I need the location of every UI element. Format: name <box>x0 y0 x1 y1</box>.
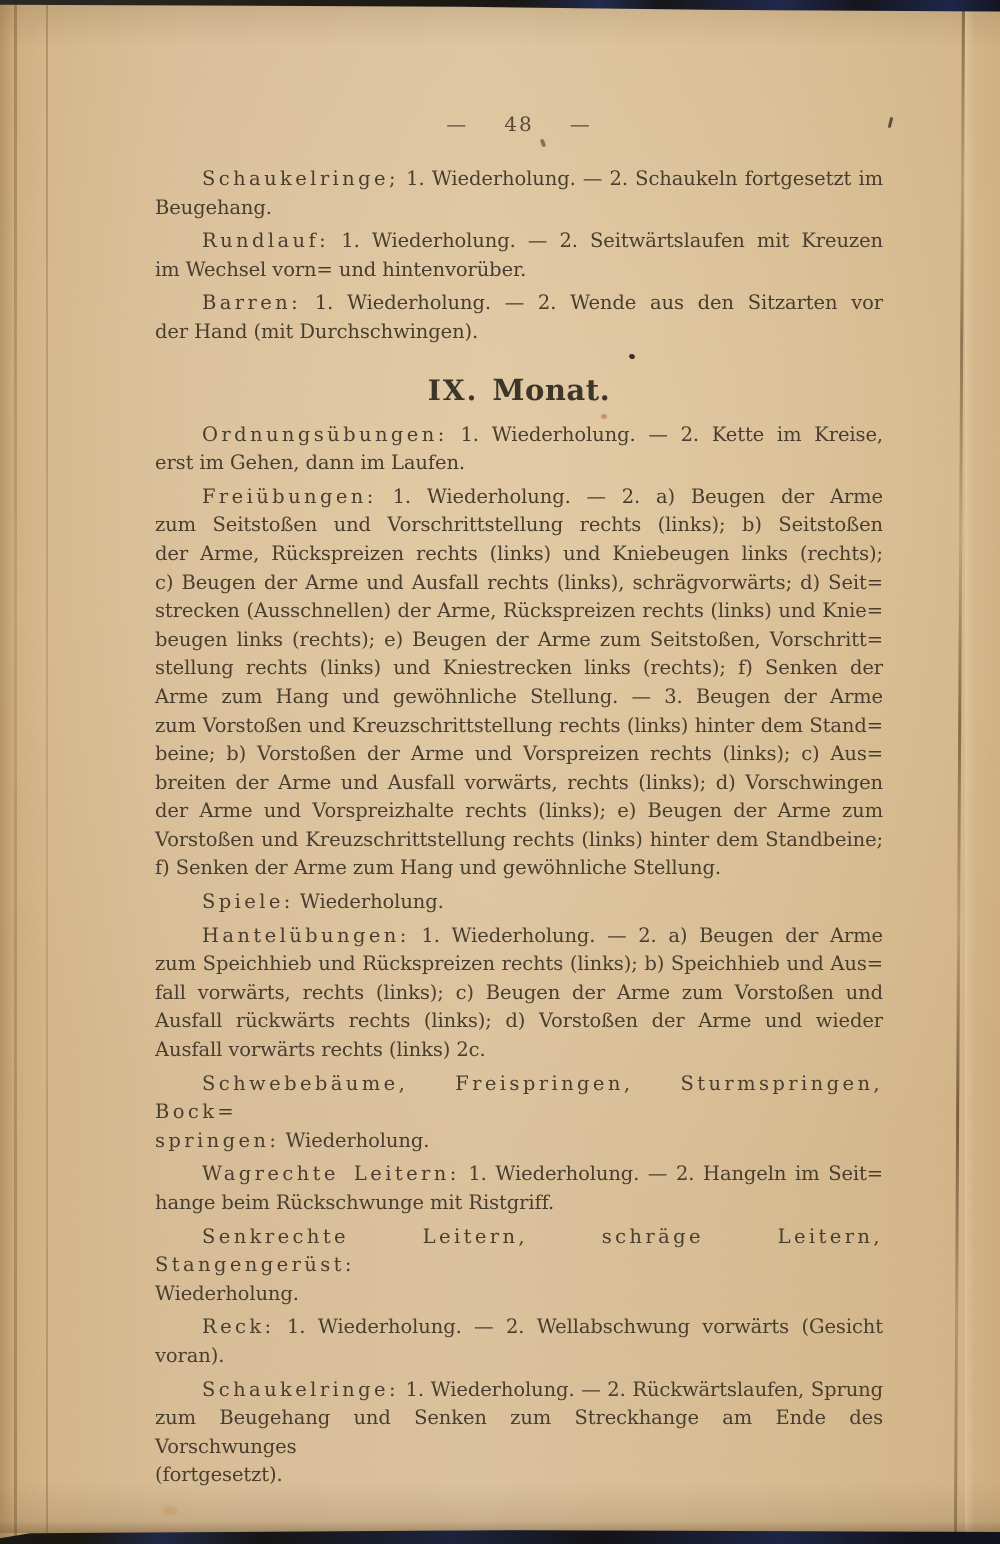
text-segment: zum Speichhieb und Rückspreizen rechts (links); b) Speichhieb und Aus= <box>155 952 883 976</box>
text-segment: zum Vorstoßen und Kreuzschrittstellung rechts (links) hinter dem Stand= <box>155 713 883 737</box>
text-segment: 1. Wiederholung. — 2. Rückwärtslaufen, Sprung <box>398 1377 883 1401</box>
paper-stain <box>601 414 607 419</box>
paragraph <box>155 1223 883 1309</box>
text-line <box>155 1461 883 1490</box>
text-line <box>155 769 883 798</box>
exercise-term: Barren: <box>202 291 302 315</box>
text-segment: breiten der Arme und Ausfall vorwärts, rechts (links); d) Vorschwingen <box>155 770 883 794</box>
page-stack-line <box>46 0 48 1544</box>
section-top <box>155 165 883 347</box>
text-segment: 1. Wiederholung. — 2. Kette im Kreise, <box>447 422 883 446</box>
text-segment: Ausfall vorwärts rechts (links) 2c. <box>155 1038 486 1062</box>
exercise-term: Rundlauf: <box>202 229 330 253</box>
text-line <box>155 797 883 826</box>
text-line <box>155 683 883 712</box>
text-line <box>155 740 883 769</box>
text-segment: im Wechsel vorn= und hintenvorüber. <box>155 257 527 281</box>
text-line <box>155 318 883 347</box>
text-segment: 1. Wiederholung. — 2. a) Beugen der Arme <box>376 484 883 508</box>
text-segment: f) Senken der Arme zum Hang und gewöhnliche Stellung. <box>155 856 721 880</box>
paragraph <box>155 421 883 478</box>
exercise-term: Senkrechte Leitern, schräge Leitern, Stangengerüst: <box>155 1224 883 1277</box>
text-line <box>155 1070 883 1127</box>
exercise-term: Schaukelringe; <box>202 167 399 190</box>
text-line <box>155 626 883 655</box>
section-month-ix <box>155 421 883 1490</box>
text-segment: zum Beugehang und Senken zum Streckhange am Ende des Vorschwunges <box>155 1406 883 1458</box>
book-edge-top <box>0 0 1000 17</box>
text-line <box>155 712 883 741</box>
text-segment: Beugehang. <box>155 195 272 219</box>
exercise-term: Spiele: <box>202 890 294 914</box>
exercise-term: Ordnungsübungen: <box>202 422 448 446</box>
text-segment: voran). <box>155 1343 225 1367</box>
text-segment: Wiederholung. <box>293 890 444 914</box>
text-line <box>155 194 883 223</box>
text-line <box>155 922 883 951</box>
text-segment: Arme zum Hang und gewöhnliche Stellung. — 3. Beugen der Arme <box>155 684 883 708</box>
text-segment: 1. Wiederholung. — 2. Seitwärtslaufen mit Kreuzen <box>329 229 883 253</box>
paragraph <box>155 165 883 222</box>
text-segment: fall vorwärts, rechts (links); c) Beugen der Arme zum Vorstoßen und <box>155 980 883 1004</box>
text-line <box>155 1376 883 1405</box>
text-line <box>155 1189 883 1218</box>
text-line <box>155 165 883 194</box>
text-line <box>155 449 883 478</box>
text-segment: stellung rechts (links) und Kniestrecken links (rechts); f) Senken der <box>155 656 883 680</box>
text-line <box>155 289 883 318</box>
text-line <box>155 1036 883 1065</box>
paragraph <box>155 227 883 284</box>
paragraph <box>155 483 883 883</box>
text-segment: beugen links (rechts); e) Beugen der Arme zum Seitstoßen, Vorschritt= <box>155 627 883 651</box>
text-line <box>155 1160 883 1189</box>
text-segment: 1. Wiederholung. — 2. Hangeln im Seit= <box>459 1162 883 1186</box>
text-segment: Wiederholung. <box>155 1281 299 1305</box>
paragraph <box>155 1376 883 1490</box>
text-segment: Ausfall rückwärts rechts (links); d) Vorstoßen der Arme und wieder <box>155 1009 883 1033</box>
exercise-term: Freiübungen: <box>202 484 377 508</box>
paragraph <box>155 922 883 1065</box>
text-segment: Vorstoßen und Kreuzschrittstellung rechts (links) hinter dem Standbeine; <box>155 827 883 851</box>
text-segment: (fortgesetzt). <box>155 1463 283 1487</box>
page-content <box>155 112 883 1495</box>
text-line <box>155 888 883 917</box>
section-title: Monat. <box>492 372 611 407</box>
page-crease-line <box>954 0 965 1544</box>
text-line <box>155 1223 883 1280</box>
text-line <box>155 1280 883 1309</box>
exercise-term: Wagrechte Leitern: <box>202 1162 460 1186</box>
page-header <box>155 112 883 136</box>
exercise-term: Hantelübungen: <box>202 923 410 947</box>
text-line <box>155 511 883 540</box>
page-crease-highlight <box>965 0 974 1544</box>
section-numeral: IX. <box>427 373 479 407</box>
text-line <box>155 826 883 855</box>
text-segment: zum Seitstoßen und Vorschrittstellung rechts (links); b) Seitstoßen <box>155 513 883 537</box>
paragraph <box>155 289 883 346</box>
text-segment: der Hand (mit Durchschwingen). <box>155 319 479 343</box>
text-segment: 1. Wiederholung. — 2. Schaukeln fortgesetzt im <box>398 167 883 190</box>
exercise-term: springen: <box>155 1128 280 1152</box>
text-segment: 1. Wiederholung. — 2. a) Beugen der Arme <box>409 923 883 947</box>
text-segment: c) Beugen der Arme und Ausfall rechts (links), schrägvorwärts; d) Seit= <box>155 570 883 594</box>
text-line <box>155 654 883 683</box>
text-line <box>155 854 883 883</box>
text-line <box>155 483 883 512</box>
paragraph <box>155 888 883 917</box>
text-segment: beine; b) Vorstoßen der Arme und Vorspreizen rechts (links); c) Aus= <box>155 742 883 766</box>
header-dash: — <box>446 112 469 136</box>
text-line <box>155 597 883 626</box>
text-line <box>155 1342 883 1371</box>
text-line <box>155 979 883 1008</box>
text-segment: strecken (Ausschnellen) der Arme, Rückspreizen rechts (links) und Knie= <box>155 599 883 623</box>
ink-fleck <box>888 117 894 128</box>
exercise-term: Schwebebäume, Freispringen, Sturmspringen, Bock= <box>155 1071 883 1124</box>
exercise-term: Reck: <box>202 1315 275 1339</box>
text-segment: 1. Wiederholung. — 2. Wende aus den Sitzarten vor <box>301 291 883 315</box>
text-line <box>155 1007 883 1036</box>
text-segment: Wiederholung. <box>279 1128 430 1152</box>
text-segment: hange beim Rückschwunge mit Ristgriff. <box>155 1191 555 1214</box>
page-stack-line <box>14 0 17 1544</box>
text-line <box>155 1313 883 1342</box>
paragraph <box>155 1070 883 1156</box>
text-line <box>155 540 883 569</box>
text-line <box>155 569 883 598</box>
page-number: 48 <box>504 112 534 136</box>
paragraph <box>155 1160 883 1217</box>
text-line <box>155 950 883 979</box>
text-segment: der Arme und Vorspreizhalte rechts (links); e) Beugen der Arme zum <box>155 799 883 823</box>
text-line <box>155 256 883 285</box>
text-line <box>155 421 883 450</box>
text-segment: der Arme, Rückspreizen rechts (links) und Kniebeugen links (rechts); <box>155 541 883 565</box>
text-line <box>155 1127 883 1156</box>
paragraph <box>155 1313 883 1370</box>
text-segment: erst im Gehen, dann im Laufen. <box>155 451 466 475</box>
exercise-term: Schaukelringe: <box>202 1377 399 1401</box>
section-heading <box>155 373 883 407</box>
text-line <box>155 1404 883 1461</box>
text-line <box>155 227 883 256</box>
paper-stain <box>162 1506 178 1515</box>
header-dash: — <box>569 112 592 136</box>
text-segment: 1. Wiederholung. — 2. Wellabschwung vorwärts (Gesicht <box>274 1315 883 1339</box>
